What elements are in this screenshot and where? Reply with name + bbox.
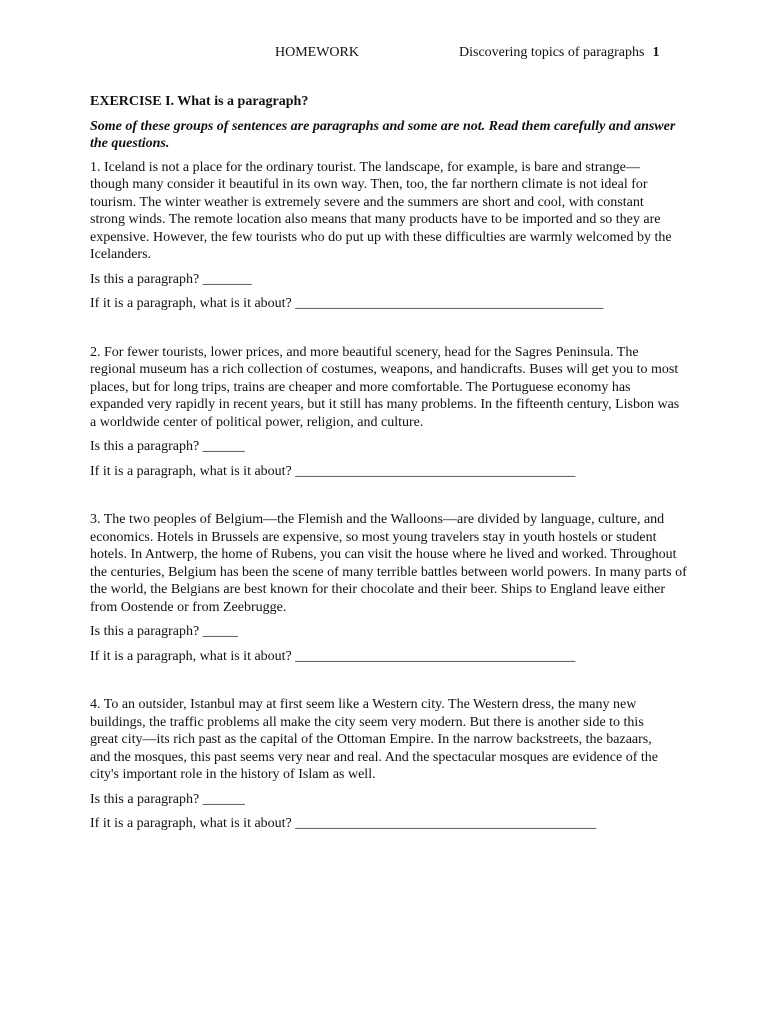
exercise-title: EXERCISE I. What is a paragraph? xyxy=(90,94,309,109)
paragraph-question: Is this a paragraph? ______ xyxy=(90,791,245,807)
paragraph-question: Is this a paragraph? _______ xyxy=(90,271,252,287)
topic-question: If it is a paragraph, what is it about? ___________________________________________ xyxy=(90,816,597,831)
exercise-instructions: Some of these groups of sentences are paragraphs and some are not. Read them carefully and answer the questions. xyxy=(90,118,676,151)
paragraph-question: Is this a paragraph? ______ xyxy=(90,439,245,454)
header-topic-text: Discovering topics of paragraphs xyxy=(459,45,645,60)
exercise-item-1 xyxy=(90,159,690,313)
page-header xyxy=(0,45,768,65)
item-text: 3. The two peoples of Belgium—the Flemish and the Walloons—are divided by language, culture, and economics. Hotels in Brussels are expensive, so most young travelers stay in youth hostels or student hotels. In Antwerp, the home of Rubens, you can visit the house where he lived and worked. Throughout the centuries, Belgium has been the scene of many terrible battles between world powers. In many parts of the world, the Belgians are best known for their chocolate and their beer. Ships to England leave either from Oostende or from Zeebrugge. xyxy=(90,512,687,615)
page-number: 1 xyxy=(652,45,660,60)
item-text: 2. For fewer tourists, lower prices, and more beautiful scenery, head for the Sagres Peninsula. The regional museum has a rich collection of costumes, weapons, and handicrafts. Buses will get you to most places, but for long trips, trains are cheaper and more comfortable. The Portuguese economy has expanded very rapidly in recent years, but it still has many problems. In the fifteenth century, Lisbon was a worldwide center of political power, religion, and culture. xyxy=(90,344,680,430)
exercise-item-4 xyxy=(90,696,690,833)
exercise-item-3 xyxy=(90,511,690,665)
topic-question: If it is a paragraph, what is it about? ____________________________________________ xyxy=(90,296,604,311)
header-homework: HOMEWORK xyxy=(275,45,359,60)
item-text: 1. Iceland is not a place for the ordinary tourist. The landscape, for example, is bare and strange—though many consider it beautiful in its own way. Then, too, the far northern climate is not ideal for tourism. The winter weather is extremely severe and the summers are short and cool, with constant strong winds. The remote location also means that many products have to be imported and so they are expensive. However, the few tourists who do put up with these difficulties are warmly welcomed by the Icelanders. xyxy=(90,159,672,262)
topic-question: If it is a paragraph, what is it about? ________________________________________ xyxy=(90,648,576,664)
exercise-content xyxy=(90,93,690,833)
item-text: 4. To an outsider, Istanbul may at first seem like a Western city. The Western dress, the many new buildings, the traffic problems all make the city seem very modern. But there is another side to this great city—its rich past as the capital of the Ottoman Empire. In the narrow backstreets, the bazaars, and the mosques, this past seems very near and real. And the spectacular mosques are evidence of the city's important role in the history of Islam as well. xyxy=(90,697,658,782)
header-topic xyxy=(459,45,659,61)
topic-question: If it is a paragraph, what is it about? ________________________________________ xyxy=(90,463,576,479)
paragraph-question: Is this a paragraph? _____ xyxy=(90,624,238,639)
exercise-item-2 xyxy=(90,344,690,481)
